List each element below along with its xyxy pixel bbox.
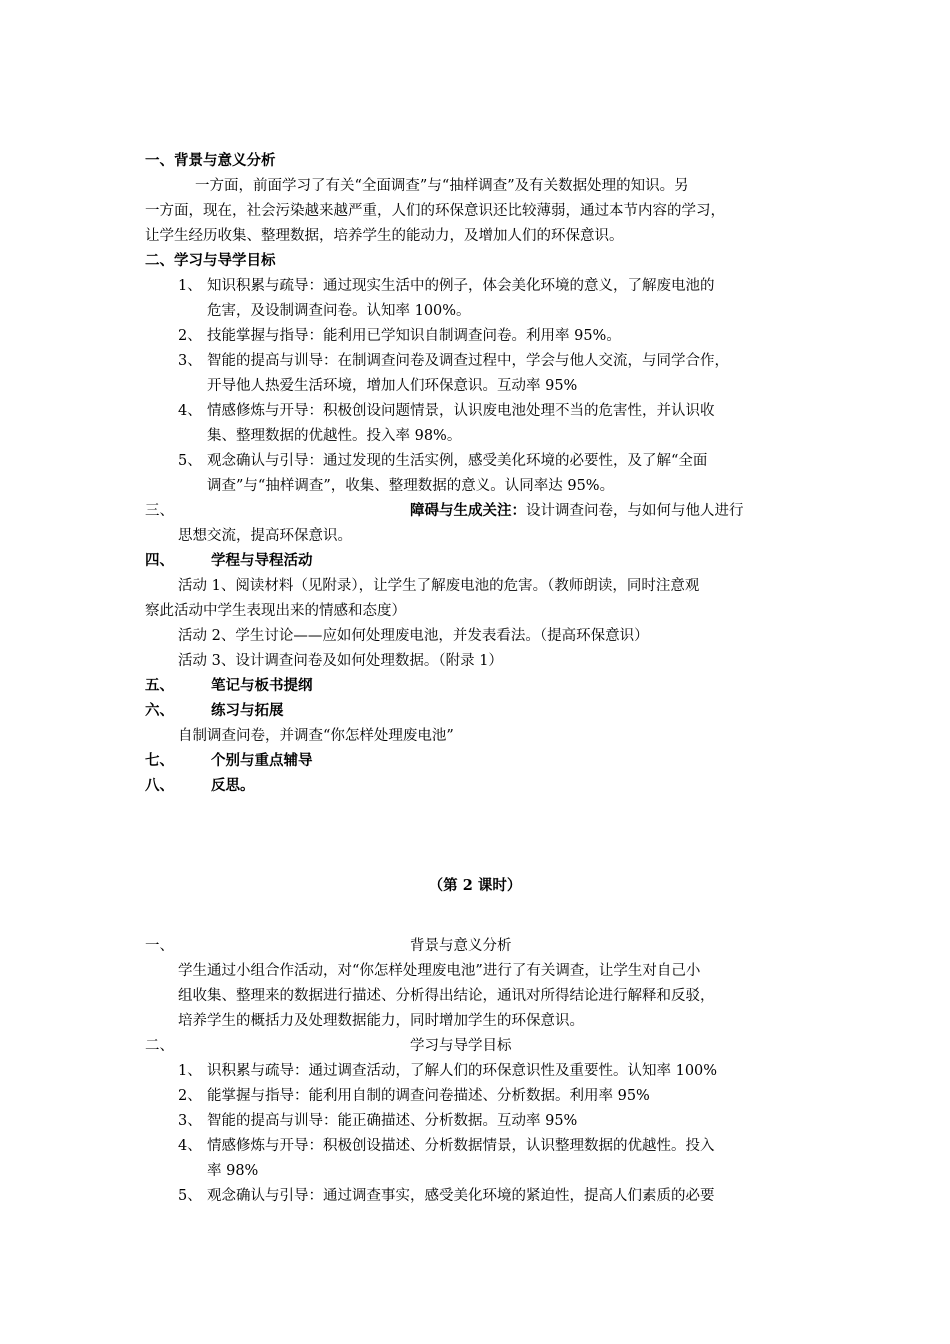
section-2-heading: 二、学习与导学目标 bbox=[145, 252, 276, 269]
goal-number: 5、 bbox=[178, 1188, 202, 1204]
goal-text: 能掌握与指导：能利用自制的调查问卷描述、分析数据。利用率 95% bbox=[207, 1088, 650, 1104]
lesson-2-title: （第 2 课时） bbox=[428, 877, 522, 894]
lesson-2-section-2-number: 二、 bbox=[145, 1038, 174, 1054]
goal-number: 4、 bbox=[178, 403, 202, 419]
section-1-paragraph-line: 一方面，现在，社会污染越来越严重，人们的环保意识还比较薄弱，通过本节内容的学习， bbox=[145, 203, 725, 219]
lesson-2-section-1-number: 一、 bbox=[145, 938, 174, 954]
goal-text: 智能的提高与训导：在制调查问卷及调查过程中，学会与他人交流，与同学合作， bbox=[207, 353, 729, 369]
section-6-heading: 练习与拓展 bbox=[211, 702, 284, 719]
activity-1-line: 察此活动中学生表现出来的情感和态度） bbox=[145, 603, 406, 619]
section-3-heading: 障碍与生成关注： bbox=[410, 502, 526, 519]
goal-text: 观念确认与引导：通过调查事实，感受美化环境的紧迫性，提高人们素质的必要 bbox=[207, 1188, 715, 1204]
activity-1-line: 活动 1、阅读材料（见附录），让学生了解废电池的危害。（教师朗读，同时注意观 bbox=[178, 578, 700, 594]
goal-text: 危害，及设制调查问卷。认知率 100%。 bbox=[207, 303, 471, 319]
goal-number: 4、 bbox=[178, 1138, 202, 1154]
section-8-heading: 反思。 bbox=[211, 777, 255, 794]
goal-number: 3、 bbox=[178, 353, 202, 369]
goal-number: 1、 bbox=[178, 278, 202, 294]
section-8-number: 八、 bbox=[145, 777, 174, 794]
lesson-2-section-1-line: 组收集、整理来的数据进行描述、分析得出结论，通讯对所得结论进行解释和反驳， bbox=[178, 988, 715, 1004]
section-3-body-continued: 思想交流，提高环保意识。 bbox=[178, 528, 352, 544]
section-3-body: 设计调查问卷，与如何与他人进行 bbox=[526, 503, 744, 519]
section-4-number: 四、 bbox=[145, 552, 174, 569]
goal-text: 技能掌握与指导：能利用已学知识自制调查问卷。利用率 95%。 bbox=[207, 328, 621, 344]
section-7-number: 七、 bbox=[145, 752, 174, 769]
goal-number: 2、 bbox=[178, 1088, 202, 1104]
section-5-heading: 笔记与板书提纲 bbox=[211, 677, 313, 694]
goal-text: 知识积累与疏导：通过现实生活中的例子，体会美化环境的意义，了解废电池的 bbox=[207, 278, 715, 294]
goal-text: 观念确认与引导：通过发现的生活实例，感受美化环境的必要性，及了解“全面 bbox=[207, 453, 708, 469]
goal-text: 识积累与疏导：通过调查活动，了解人们的环保意识性及重要性。认知率 100% bbox=[207, 1063, 718, 1079]
section-1-heading: 一、背景与意义分析 bbox=[145, 152, 276, 169]
lesson-2-section-2-heading: 学习与导学目标 bbox=[410, 1038, 512, 1054]
section-3-heading-line bbox=[410, 501, 744, 521]
section-3-number: 三、 bbox=[145, 503, 174, 519]
goal-text: 智能的提高与训导：能正确描述、分析数据。互动率 95% bbox=[207, 1113, 578, 1129]
lesson-2-section-1-heading: 背景与意义分析 bbox=[410, 938, 512, 954]
lesson-2-section-1-line: 培养学生的概括力及处理数据能力，同时增加学生的环保意识。 bbox=[178, 1013, 584, 1029]
activity-3-line: 活动 3、设计调查问卷及如何处理数据。（附录 1） bbox=[178, 653, 503, 669]
goal-number: 5、 bbox=[178, 453, 202, 469]
goal-number: 3、 bbox=[178, 1113, 202, 1129]
activity-2-line: 活动 2、学生讨论——应如何处理废电池，并发表看法。（提高环保意识） bbox=[178, 628, 649, 644]
goal-text: 情感修炼与开导：积极创设描述、分析数据情景，认识整理数据的优越性。投入 bbox=[207, 1138, 715, 1154]
goal-text: 集、整理数据的优越性。投入率 98%。 bbox=[207, 428, 462, 444]
section-1-paragraph-line: 一方面，前面学习了有关“全面调查”与“抽样调查”及有关数据处理的知识。另 bbox=[195, 178, 689, 194]
section-4-heading: 学程与导程活动 bbox=[211, 552, 313, 569]
section-7-heading: 个别与重点辅导 bbox=[211, 752, 313, 769]
goal-number: 1、 bbox=[178, 1063, 202, 1079]
goal-number: 2、 bbox=[178, 328, 202, 344]
goal-text: 率 98% bbox=[207, 1163, 259, 1179]
goal-text: 情感修炼与开导：积极创设问题情景，认识废电池处理不当的危害性，并认识收 bbox=[207, 403, 715, 419]
section-6-body: 自制调查问卷，并调查“你怎样处理废电池” bbox=[178, 728, 454, 744]
goal-text: 开导他人热爱生活环境，增加人们环保意识。互动率 95% bbox=[207, 378, 578, 394]
section-6-number: 六、 bbox=[145, 702, 174, 719]
section-1-paragraph-line: 让学生经历收集、整理数据，培养学生的能动力，及增加人们的环保意识。 bbox=[145, 228, 624, 244]
goal-text: 调查”与“抽样调查”，收集、整理数据的意义。认同率达 95%。 bbox=[207, 478, 615, 494]
lesson-2-section-1-line: 学生通过小组合作活动，对“你怎样处理废电池”进行了有关调查，让学生对自己小 bbox=[178, 963, 701, 979]
section-5-number: 五、 bbox=[145, 677, 174, 694]
